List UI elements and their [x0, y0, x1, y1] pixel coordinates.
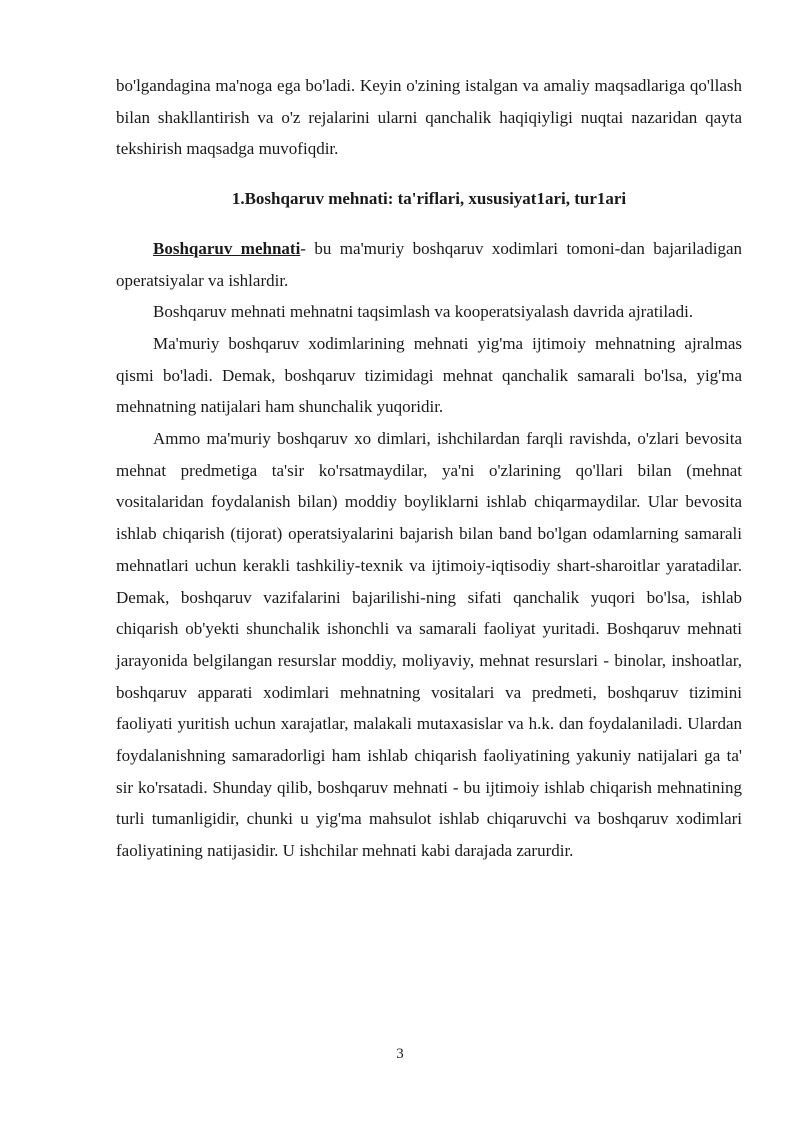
body-paragraph-1: Boshqaruv mehnati mehnatni taqsimlash va kooperatsiyalash davrida ajratiladi. — [153, 302, 694, 322]
intro-paragraph: bo'lgandagina ma'noga ega bo'ladi. Keyin o'zining istalgan va amaliy maqsadlariga qo'llash bilan shakllantirish va o'z rejalarini ularni qanchalik haqiqiyligi nuqtai nazaridan qayta tekshirish maqsadga muvofiqdir. — [116, 76, 742, 159]
definition-paragraph — [116, 233, 742, 296]
section-heading: 1.Boshqaruv mehnati: ta'riflari, xususiyat1ari, tur1ari — [231, 189, 627, 209]
body-paragraph-3: Ammo ma'muriy boshqaruv xo dimlari, ishchilardan farqli ravishda, o'zlari bevosita mehnat predmetiga ta'sir ko'rsatmaydilar, ya'ni o'zlarining qo'llari bilan (mehnat vositalaridan foydalanish bilan) moddiy boyliklarni ishlab chiqarmaydilar. Ular bevosita ishlab chiqarish (tijorat) operatsiyalarini bajarish bilan band bo'lgan odamlarning samarali mehnatlari uchun kerakli tashkiliy-texnik va ijtimoiy-iqtisodiy shart-sharoitlar yaratadilar. Demak, boshqaruv vazifalarini bajarilishi-ning sifati qanchalik yuqori bo'lsa, ishlab chiqarish ob'yekti shunchalik ishonchli va samarali faoliyat yuritadi. Boshqaruv mehnati jarayonida belgilangan resurslar moddiy, moliyaviy, mehnat resurslari - binolar, inshoatlar, boshqaruv apparati xodimlari mehnatning vositalari va predmeti, boshqaruv tizimini faoliyati yuritish uchun xarajatlar, malakali mutaxasislar va h.k. dan foydalaniladi. Ulardan foydalanishning samaradorligi ham ishlab chiqarish faoliyatining yakuniy natijalari ga ta' sir ko'rsatadi. Shunday qilib, boshqaruv mehnati - bu ijtimoiy ishlab chiqarish mehnatining turli tumanligidir, chunki u yig'ma mahsulot ishlab chiqaruvchi va boshqaruv xodimlari faoliyatining natijasidir. U ishchilar mehnati kabi darajada zarurdir. — [116, 429, 742, 861]
definition-text: - bu ma'muriy boshqaruv xodimlari tomoni-dan bajariladigan operatsiyalar va ishlardir. — [116, 238, 742, 290]
body-paragraph-2: Ma'muriy boshqaruv xodimlarining mehnati yig'ma ijtimoiy mehnatning ajralmas qismi bo'ladi. Demak, boshqaruv tizimidagi mehnat qanchalik samarali bo'lsa, yig'ma mehnatning natijalari ham shunchalik yuqoridir. — [116, 333, 742, 417]
document-page — [116, 70, 742, 867]
page-number: 3 — [396, 1046, 404, 1062]
defined-term: Boshqaruv mehnati — [153, 238, 301, 258]
